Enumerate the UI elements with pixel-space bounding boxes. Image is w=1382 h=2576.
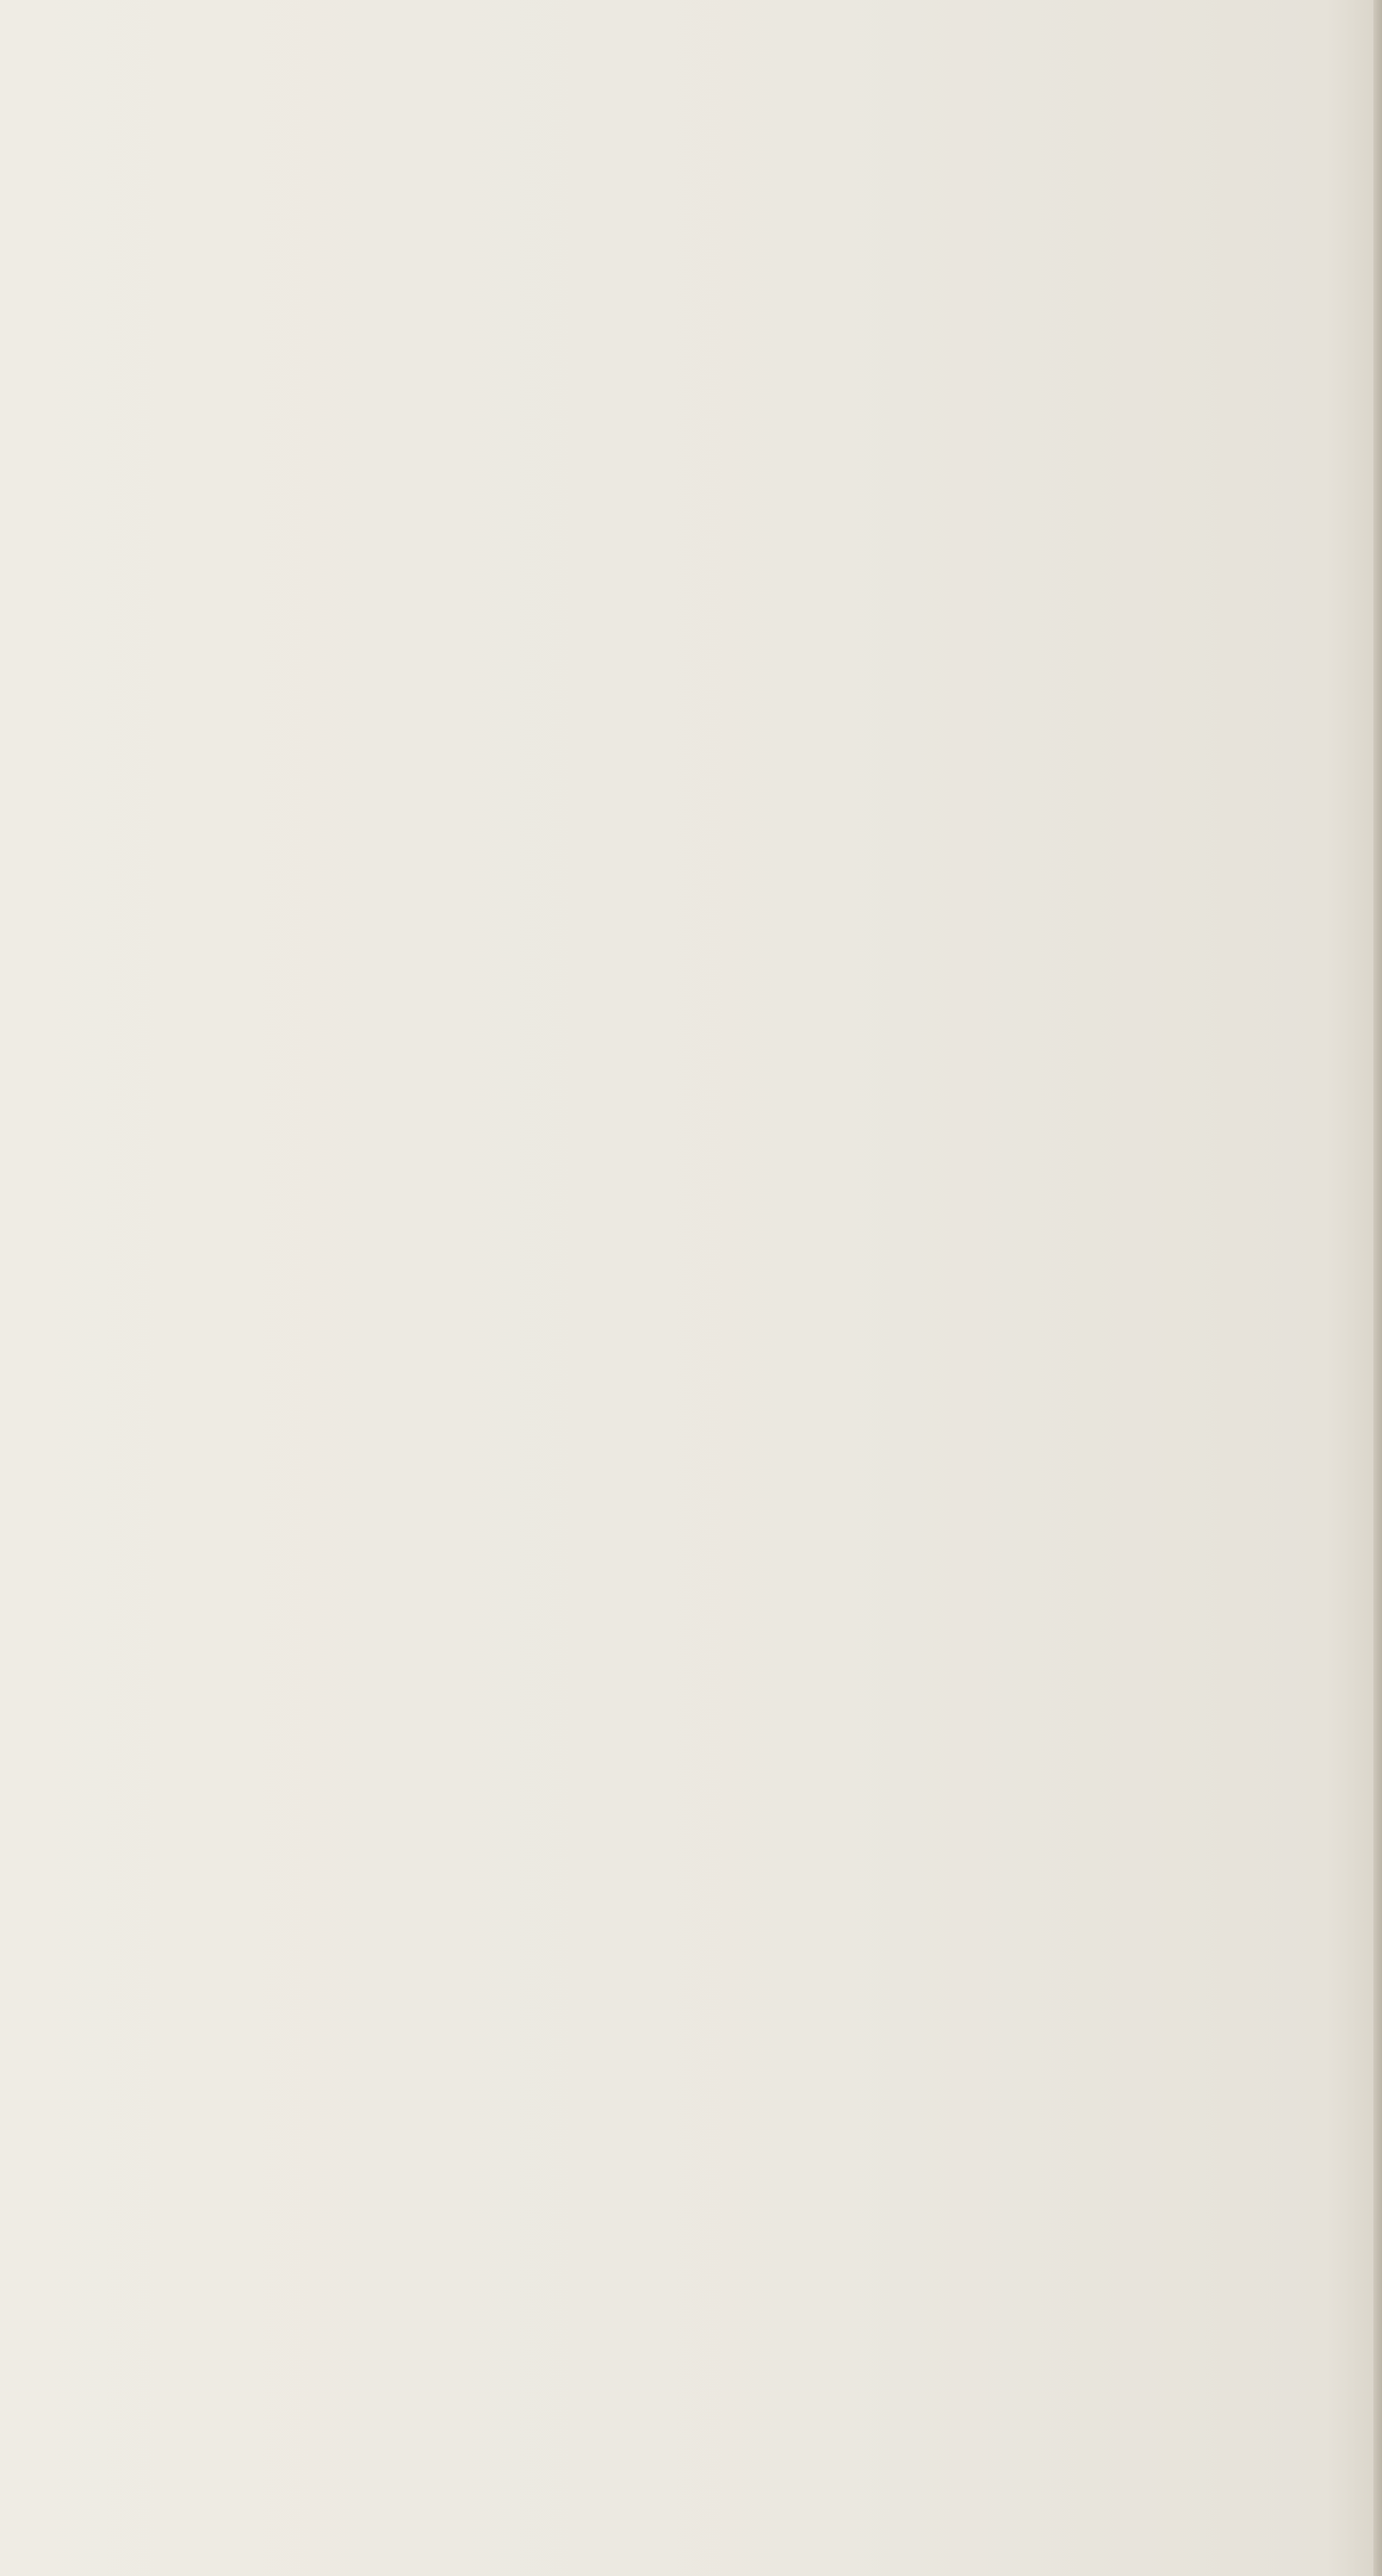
page-edge	[1373, 0, 1382, 2576]
